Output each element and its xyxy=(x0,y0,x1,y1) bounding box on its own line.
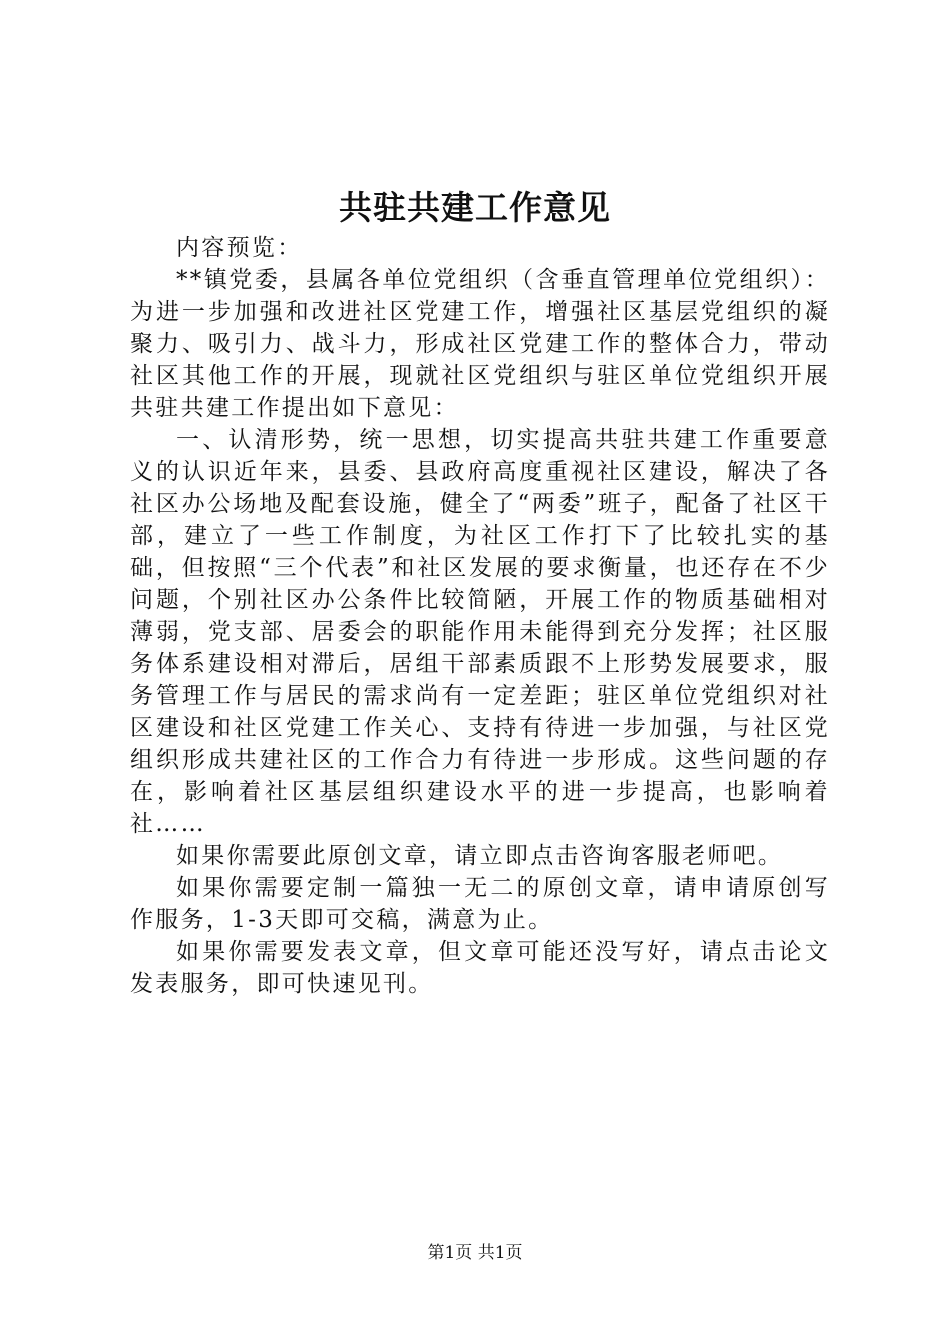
preview-label: 内容预览： xyxy=(176,235,303,261)
page-number-footer: 第1页 共1页 xyxy=(427,1243,523,1263)
document-title: 共驻共建工作意见 xyxy=(339,188,611,227)
consult-paragraph: 如果你需要此原创文章，请立即点击咨询客服老师吧。 xyxy=(176,843,784,869)
publishing-paragraph: 如果你需要发表文章，但文章可能还没写好，请点击论文发表服务，即可快速见刊。 xyxy=(130,939,830,997)
custom-writing-paragraph: 如果你需要定制一篇独一无二的原创文章，请申请原创写作服务，1-3天即可交稿，满意为止。 xyxy=(130,875,830,933)
salutation-paragraph: **镇党委，县属各单位党组织（含垂直管理单位党组织）：为进一步加强和改进社区党建工作，增强社区基层党组织的凝聚力、吸引力、战斗力，形成社区党建工作的整体合力，带动社区其他工作的开展，现就社区党组织与驻区单位党组织开展共驻共建工作提出如下意见： xyxy=(130,267,830,421)
section-one-paragraph: 一、认清形势，统一思想，切实提高共驻共建工作重要意义的认识近年来，县委、县政府高度重视社区建设，解决了各社区办公场地及配套设施，健全了“两委”班子，配备了社区干部，建立了一些工作制度，为社区工作打下了比较扎实的基础，但按照“三个代表”和社区发展的要求衡量，也还存在不少问题，个别社区办公条件比较简陋，开展工作的物质基础相对薄弱，党支部、居委会的职能作用未能得到充分发挥；社区服务体系建设相对滞后，居组干部素质跟不上形势发展要求，服务管理工作与居民的需求尚有一定差距；驻区单位党组织对社区建设和社区党建工作关心、支持有待进一步加强，与社区党组织形成共建社区的工作合力有待进一步形成。这些问题的存在，影响着社区基层组织建设水平的进一步提高，也影响着社…… xyxy=(130,427,830,837)
document-body xyxy=(130,232,830,1000)
